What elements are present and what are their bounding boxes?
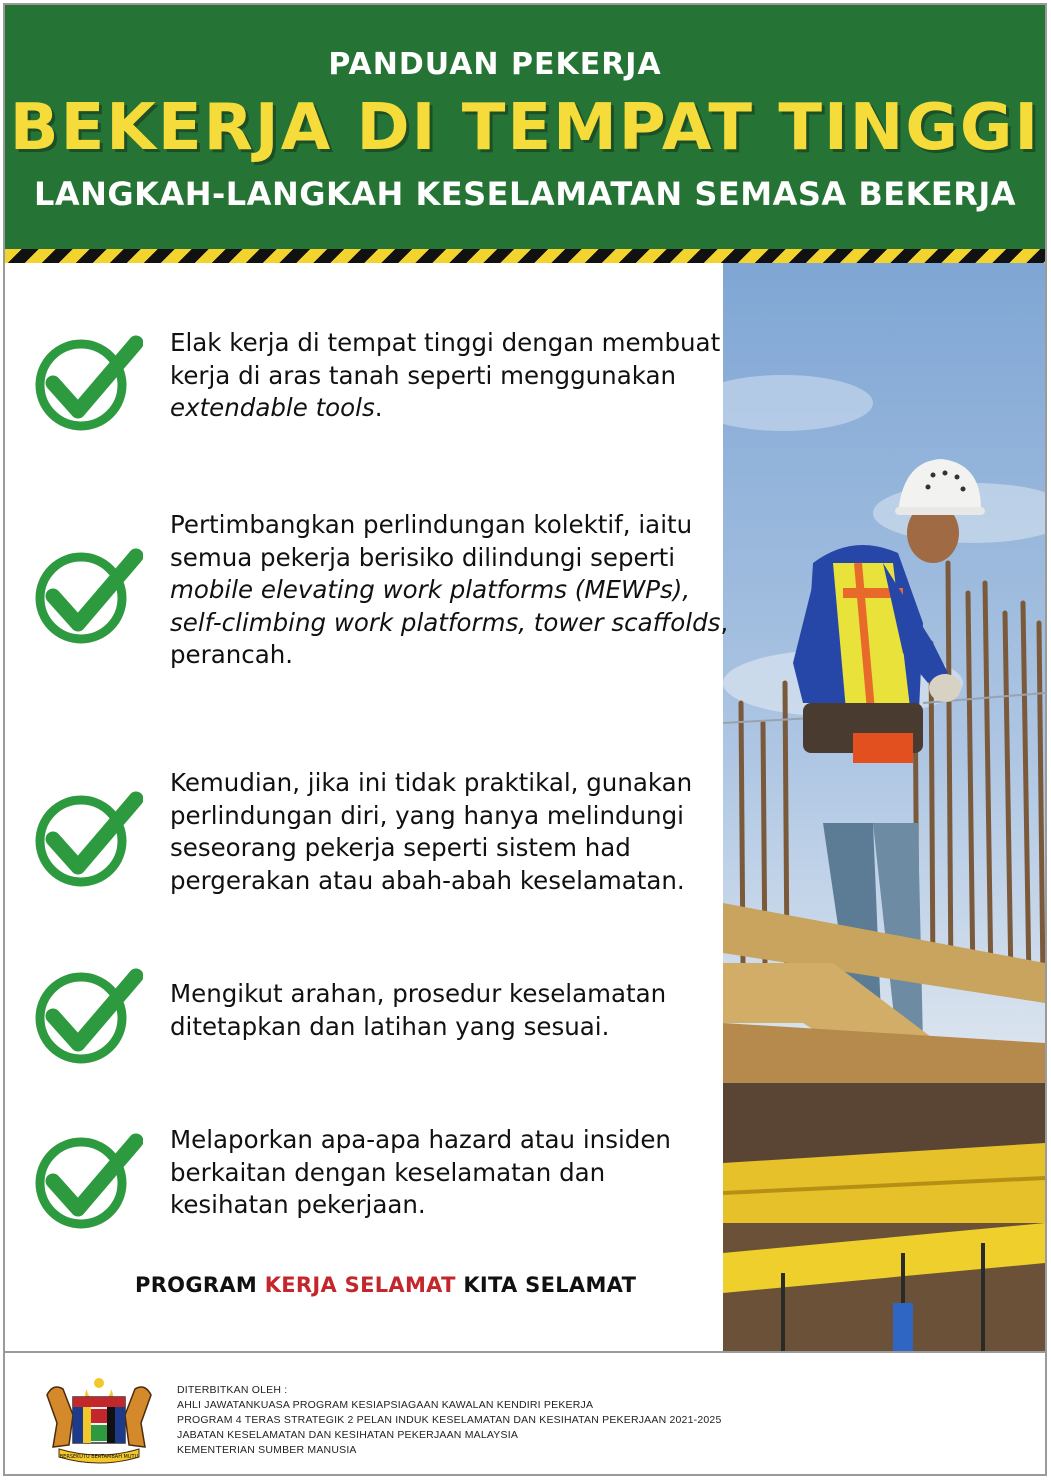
publisher-info [177, 1383, 722, 1458]
check-circle-icon [33, 327, 143, 437]
check-circle-icon [33, 540, 143, 650]
publisher-line: KEMENTERIAN SUMBER MANUSIA [177, 1444, 357, 1456]
item-text: Pertimbangkan perlindungan kolektif, iaitu semua pekerja berisiko dilindungi seperti mobile elevating work platforms (MEWPs), self-climbing work platforms, tower scaffolds, perancah. [170, 510, 729, 669]
item-text: Melaporkan apa-apa hazard atau insiden berkaitan dengan keselamatan dan kesihatan pekerjaan. [170, 1125, 671, 1219]
item-text: Kemudian, jika ini tidak praktikal, gunakan perlindungan diri, yang hanya melindungi seseorang pekerja seperti sistem had pergerakan atau abah-abah keselamatan. [170, 768, 693, 895]
item-text: Elak kerja di tempat tinggi dengan membuat kerja di aras tanah seperti menggunakan extendable tools. [170, 328, 721, 422]
check-circle-icon [33, 1125, 143, 1235]
footer-divider [5, 1351, 1045, 1353]
item-text: Mengikut arahan, prosedur keselamatan ditetapkan dan latihan yang sesuai. [170, 979, 667, 1041]
publisher-line: PROGRAM 4 TERAS STRATEGIK 2 PELAN INDUK KESELAMATAN DAN KESIHATAN PEKERJAAN 2021-2025 [177, 1414, 722, 1426]
header-banner [5, 5, 1045, 249]
check-circle-icon [33, 960, 143, 1070]
poster [3, 3, 1047, 1476]
slogan: PROGRAM KERJA SELAMAT KITA SELAMAT [135, 1273, 637, 1297]
poster-title: BEKERJA DI TEMPAT TINGGI [9, 91, 1041, 165]
publisher-line: AHLI JAWATANKUASA PROGRAM KESIAPSIAGAAN KAWALAN KENDIRI PEKERJA [177, 1399, 594, 1411]
poster-subtitle: LANGKAH-LANGKAH KESELAMATAN SEMASA BEKERJA [33, 175, 1017, 213]
construction-worker-photo [723, 263, 1045, 1353]
publisher-line: JABATAN KESELAMATAN DAN KESIHATAN PEKERJAAN MALAYSIA [177, 1429, 519, 1441]
hazard-stripe [5, 249, 1045, 263]
published-by-label: DITERBITKAN OLEH : [177, 1384, 288, 1396]
malaysia-coat-of-arms-icon [43, 1375, 155, 1465]
check-circle-icon [33, 783, 143, 893]
svg-text:BERSEKUTU BERTAMBAH MUTU: BERSEKUTU BERTAMBAH MUTU [59, 1454, 139, 1460]
poster-supertitle: PANDUAN PEKERJA [328, 47, 662, 82]
